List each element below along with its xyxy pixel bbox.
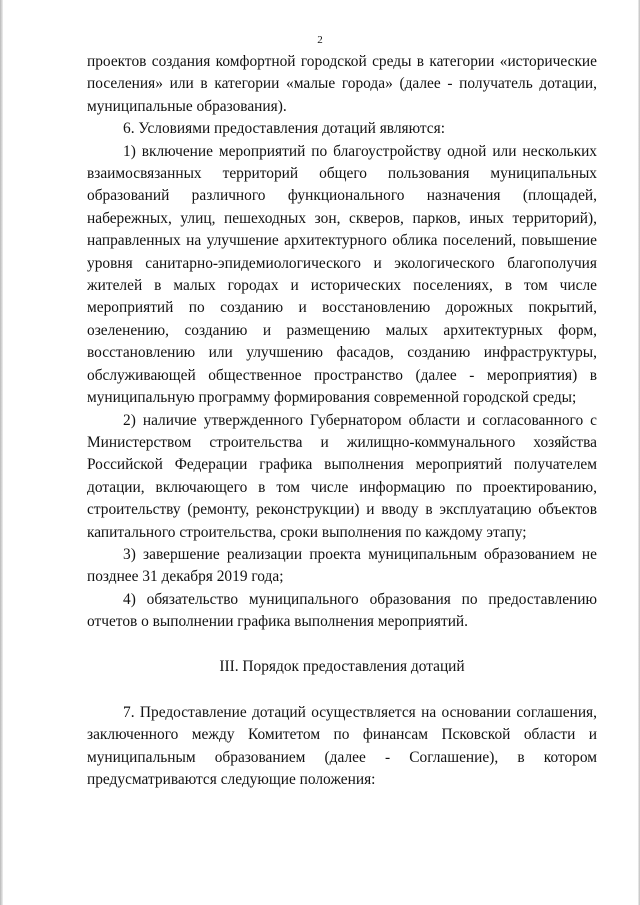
paragraph-condition-3: 3) завершение реализации проекта муниципальным образованием не позднее 31 декабря 2019 года; xyxy=(87,545,597,586)
page-number: 2 xyxy=(317,34,323,46)
paragraph-condition-1: 1) включение мероприятий по благоустройству одной или нескольких взаимосвязанных территорий общего пользования муниципальных образований различного функционального назначения (площадей, набережных, улиц, пешеходных зон, скверов, парков, иных территорий), направленных на улучшение архитектурного облика поселений, повышение уровня санитарно-эпидемиологического и экологического благополучия жителей в малых городах и исторических поселениях, в том числе мероприятий по созданию и восстановлению дорожных покрытий, озеленению, созданию и размещению малых архитектурных форм, восстановлению или улучшению фасадов, созданию инфраструктуры, обслуживающей общественное пространство (далее - мероприятия) в муниципальную программу формирования современной городской среды; xyxy=(87,142,597,407)
paragraph-continuation: проектов создания комфортной городской среды в категории «исторические поселения» или в категории «малые города» (далее - получатель дотации, муниципальные образования). xyxy=(87,53,597,115)
paragraph-item-7: 7. Предоставление дотаций осуществляется на основании соглашения, заключенного между Комитетом по финансам Псковской области и муниципальным образованием (далее - Соглашение), в котором предусматриваются следующие положения: xyxy=(87,703,597,789)
paragraph-condition-4: 4) обязательство муниципального образования по предоставлению отчетов о выполнении графика выполнения мероприятий. xyxy=(87,590,597,631)
paragraph-item-6: 6. Условиями предоставления дотаций являются: xyxy=(123,120,445,138)
section-heading: III. Порядок предоставления дотаций xyxy=(219,657,465,675)
document-body xyxy=(87,51,597,792)
scan-edge-left xyxy=(0,0,3,905)
paragraph-condition-2: 2) наличие утвержденного Губернатором области и согласованного с Министерством строительства и жилищно-коммунального хозяйства Российской Федерации графика выполнения мероприятий получателем дотации, включающего в том числе информацию по проектированию, строительству (ремонту, реконструкции) и вводу в эксплуатацию объектов капитального строительства, сроки выполнения по каждому этапу; xyxy=(87,411,597,541)
